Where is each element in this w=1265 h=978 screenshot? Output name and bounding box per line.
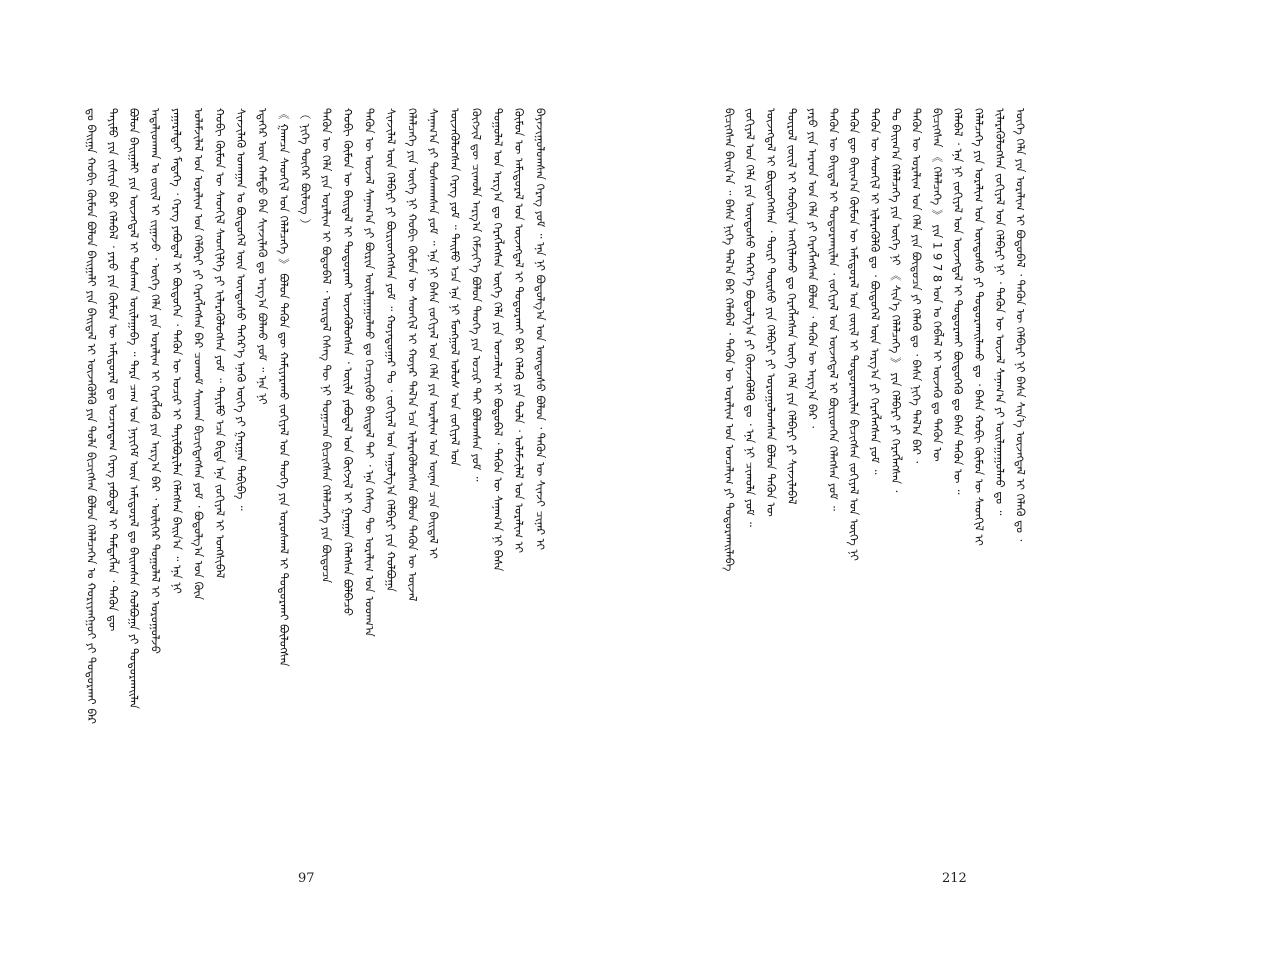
text-column: ᠦᠵᠡᠭᠳᠡᠯ ᠢ ᠪᠦᠲᠦᠭᠡᠭᠰᠡᠨ ᠂ ᠳᠦᠷᠢ ᠳᠦᠷᠰᠦ ᠶᠢᠨ ᠬᠡᠯᠪᠡᠷᠢ ᠶᠢ ᠣᠷᠣᠭᠤᠯᠤᠭᠰᠠᠨ ᠪᠣᠯᠤᠨ ᠲᠡᠭᠦᠨ ᠦ [764,108,778,517]
left-page-text [80,108,560,860]
text-column: ᠪᠠᠶᠠᠵᠢᠭᠤᠯᠤᠭᠰᠠᠨ ᠬᠡᠷᠡᠭ ᠶᠤᠮ ᠃ ᠡᠨᠡ ᠨᠢ ᠪᠣᠳᠣᠯᠭ᠎ᠠ ᠤᠨ ᠦᠨᠳᠦᠰᠦ ᠪᠣᠯᠤᠨ ᠂ ᠲᠡᠭᠦᠨ ᠦ ᠰᠢᠨᠵᠢ ᠴᠢᠨᠠᠷ ᠢ [533,108,548,551]
text-column: ᠤᠯᠠᠮᠵᠢᠯᠠᠯ ᠤᠨ ᠤᠷᠠᠯᠢᠭ ᠤᠨ ᠬᠡᠯᠪᠡᠷᠢ ᠶᠢ ᠬᠡᠷᠡᠭᠯᠡᠭᠰᠡᠨ ᠪᠡᠷ ᠴᠣᠬᠣᠮ ᠰᠠᠢᠬᠠᠨ ᠪᠢᠴᠢᠭᠳᠡᠭᠰᠡᠨ ᠶᠤᠮ ᠂ ᠪᠣᠳᠣᠯᠭ᠎ᠠ ᠤᠨ ᠭᠦᠨ [191,108,206,601]
right-page [700,0,1260,978]
text-column: ᠬᠤᠪᠢ ᠬᠦᠮᠦᠨ ᠦ ᠪᠠᠢᠳᠠᠯ ᠢ ᠲᠣᠳᠣᠷᠬᠠᠢ ᠦᠵᠡᠭᠦᠯᠦᠭᠰᠡᠨ ᠂ ᠦᠢᠯᠡ ᠶᠠᠪᠤᠳᠠᠯ ᠤᠨ ᠬᠥᠭᠵᠢᠯ ᠢ ᠭᠠᠷᠭᠠᠨ ᠬᠡᠯᠡᠭᠰᠡᠨ ᠪᠣᠯᠪᠠᠴᠤ [341,108,356,616]
text-column: ᠬᠥᠭᠵᠢᠯ ᠳᠦ ᠴᠢᠬᠤᠯᠠ ᠠᠷᠭ᠎ᠠ ᠬᠡᠮᠵᠢᠶ᠎ᠡ ᠪᠣᠯᠤᠨ ᠲᠡᠦᠬᠡ ᠶᠢᠨ ᠤᠴᠢᠷ ᠲᠠᠢ ᠪᠣᠯᠤᠭᠰᠠᠨ ᠶᠤᠮ ᠃ [469,108,484,482]
text-column: ᠵᠣᠬᠢᠶᠠᠯ ᠤᠨ ᠬᠡᠯᠡ ᠶᠢᠨ ᠦᠨᠳᠦᠰᠦ ᠳᠡᠭᠡᠷ᠎ᠡ ᠪᠣᠳᠣᠯᠭ᠎ᠠ ᠶᠢ ᠭᠦᠨᠵᠡᠭᠦᠯᠬᠦ ᠳᠤ ᠂ ᠡᠨᠡ ᠨᠢ ᠴᠢᠬᠤᠯᠠ ᠶᠤᠮ ᠃ [743,108,758,527]
text-column: ᠲᠡᠶᠢᠮᠦ ᠶᠢᠨ ᠵᠢᠰᠢᠶᠡ ᠪᠡᠷ ᠬᠡᠯᠡᠪᠡᠯ ᠂ ᠶᠡᠷᠦ ᠶᠢᠨ ᠬᠦᠮᠦᠨ ᠦ ᠠᠮᠢᠳᠤᠷᠠᠯ ᠳᠤ ᠤᠴᠠᠷᠠᠳᠠᠭ ᠬᠡᠷᠡᠭ ᠶᠠᠪᠤᠳᠠᠯ ᠢ ᠲᠡᠮᠳᠡᠭᠯᠡᠨ ᠂ ᠲᠡᠭᠦᠨ ᠳᠦ [105,108,120,632]
text-column: ᠲᠡᠭᠦᠨ ᠳᠦ ᠪᠠᠢᠭ᠎ᠠ ᠬᠦᠮᠦᠨ ᠦ ᠠᠮᠢᠳᠤᠷᠠᠯ ᠤᠨ ᠵᠦᠢᠯ ᠢ ᠲᠣᠳᠣᠷᠬᠠᠢᠯᠠᠨ ᠪᠢᠴᠢᠭᠰᠡᠨ ᠵᠣᠬᠢᠶᠠᠯ ᠤᠨ ᠦᠭᠡ ᠨᠢ [847,108,862,561]
text-column: ᠬᠤᠪᠢ ᠬᠦᠮᠦᠨ ᠦ ᠰᠡᠳᠬᠢᠯ ᠰᠡᠳᠬᠢᠯᠭᠡ ᠶᠢ ᠢᠯᠡᠷᠡᠭᠦᠯᠦᠭᠰᠡᠨ ᠶᠤᠮ ᠃ ᠲᠡᠶᠢᠮᠦ ᠡᠴᠡ ᠪᠢᠳᠡ ᠡᠨᠡ ᠵᠣᠬᠢᠶᠠᠯ ᠢ ᠤᠩᠰᠢᠪᠠᠯ [212,108,227,579]
text-column: ᠪᠣᠯᠤᠨ ᠪᠠᠢᠭᠠᠯᠢ ᠶᠢᠨ ᠦᠵᠡᠭᠳᠡᠯ ᠢ ᠲᠤᠰᠬᠠᠨ ᠤᠢᠯᠠᠭᠠᠪᠠ ᠃ ᠲᠡᠷᠡ ᠴᠠᠭ ᠤᠨ ᠨᠡᠶᠢᠭᠡᠮ ᠦᠨ ᠠᠮᠢᠳᠤᠷᠠᠯ ᠳᠤ ᠪᠠᠢᠭᠰᠠᠨ ᠬᠣᠯᠪᠣᠭᠠ ᠶᠢ ᠲᠣᠳᠣᠷᠬᠠᠢᠯᠠᠨ [127,108,142,709]
text-column: ᠢᠯᠡᠷᠡᠭᠦᠯᠦᠭᠰᠡᠨ ᠵᠣᠬᠢᠶᠠᠯ ᠤᠨ ᠬᠡᠯᠪᠡᠷᠢ ᠨᠢ ᠂ ᠲᠡᠭᠦᠨ ᠦ ᠦᠵᠡᠯ ᠰᠠᠨᠠᠭ᠎ᠠ ᠶᠢ ᠤᠢᠯᠠᠭᠠᠭᠤᠯᠬᠤ ᠳᠤ ᠃ [992,108,1007,516]
text-column: ᠬᠡᠯᠡᠯᠴᠡᠭᠡ ᠶᠢᠨ ᠦᠭᠡ ᠨᠢ ᠬᠤᠪᠢ ᠬᠦᠮᠦᠨ ᠦ ᠰᠡᠳᠬᠢᠯ ᠢ ᠬᠣᠶᠠᠷ ᠲᠠᠯ᠎ᠠ ᠡᠴᠡ ᠢᠯᠡᠷᠡᠭᠦᠯᠦᠭᠰᠡᠨ ᠪᠣᠯᠤᠨ ᠲᠡᠭᠦᠨ ᠦ ᠦᠵᠡᠯ [405,108,420,602]
text-column: ᠬᠡᠯᠡᠯᠴᠡᠭᠡ ᠶᠢᠨ ᠤᠷᠠᠯᠢᠭ ᠤᠨ ᠦᠨᠳᠦᠰᠦ ᠶᠢ ᠲᠣᠳᠣᠷᠬᠠᠢᠯᠠᠬᠤ ᠳᠤ ᠂ ᠪᠠᠰᠠ ᠬᠤᠪᠢ ᠬᠦᠮᠦᠨ ᠦ ᠰᠡᠳᠬᠢᠯ ᠢ [971,108,986,546]
text-column: ᠲᠦᠷᠦᠯ ᠵᠦᠢᠯ ᠢ ᠬᠤᠪᠢᠶᠠᠨ ᠠᠩᠭᠢᠯᠠᠬᠤ ᠳᠤ ᠬᠡᠷᠡᠭᠯᠡᠭᠰᠡᠨ ᠦᠭᠡ ᠬᠡᠯᠡ ᠶᠢᠨ ᠬᠡᠯᠪᠡᠷᠢ ᠶᠢ ᠰᠢᠨᠵᠢᠯᠡᠪᠡᠯ [784,108,799,505]
text-column: ᠬᠡᠯᠡᠪᠡᠯ ᠂ ᠡᠨᠡ ᠨᠢ ᠵᠣᠬᠢᠶᠠᠯ ᠤᠨ ᠦᠵᠡᠭᠳᠡᠯ ᠢ ᠲᠣᠳᠣᠷᠬᠠᠢ ᠪᠦᠲᠦᠭᠡᠬᠦ ᠳᠤ ᠪᠠᠰᠠ ᠲᠡᠭᠦᠨ ᠦ ᠃ [951,108,966,495]
text-column: ᠡᠳᠡᠭᠡᠷ ᠦᠨ ᠬᠠᠮᠲᠤ ᠪᠠᠨ ᠰᠢᠨᠵᠢᠯᠡᠬᠦ ᠳᠤ ᠠᠷᠭ᠎ᠠ ᠪᠣᠯᠬᠤ ᠶᠤᠮ ᠃ ᠡᠨᠡ ᠨᠢ [255,108,270,405]
text-column: ᠲᠤ ᠪᠠᠢᠭ᠎ᠠ ᠬᠡᠯᠡᠯᠴᠡᠭᠡ ᠶᠢᠨ ᠦᠭᠡ ᠨᠢ 《 ᠰᠢᠨ᠎ᠡ ᠬᠡᠯᠡᠯᠴᠡᠭᠡ 》 ᠶᠢᠨ ᠬᠡᠯᠪᠡᠷᠢ ᠶᠢ ᠬᠡᠷᠡᠭᠯᠡᠭᠰᠡᠨ ᠂ [888,108,903,493]
text-column: ᠲᠡᠭᠦᠨ ᠦ ᠤᠷᠠᠯᠢᠭ ᠤᠨ ᠬᠡᠯᠡ ᠶᠢᠨ ᠪᠦᠲᠦᠴᠡ ᠶᠢ ᠬᠡᠯᠡᠬᠦ ᠳᠤ ᠂ ᠪᠠᠰᠠ ᠨᠢᠭᠡ ᠲᠠᠯ᠎ᠠ ᠪᠠᠷ ᠂ [909,108,924,464]
text-column: ᠲᠡᠭᠦᠨ ᠦ ᠰᠡᠳᠬᠢᠯ ᠢ ᠢᠯᠡᠷᠡᠭᠦᠯᠬᠦ ᠳᠤ ᠂ ᠪᠦᠲᠦᠭᠡᠯ ᠦᠨ ᠠᠷᠭ᠎ᠠ ᠶᠢ ᠬᠡᠷᠡᠭᠯᠡᠭᠰᠡᠨ ᠶᠤᠮ ᠃ [867,108,882,475]
text-column: ᠪᠢᠴᠢᠭᠰᠡᠨ 《 ᠬᠡᠯᠡᠯᠴᠡᠭᠡ 》 ᠶᠢᠨ 1 9 7 8 ᠣᠨ ᠤ ᠬᠡᠪᠯᠡᠯ ᠢ ᠦᠵᠡᠬᠦ ᠳᠤ ᠲᠡᠭᠦᠨ ᠦ [930,108,945,462]
text-column: ᠰᠠᠨᠠᠭ᠎ᠠ ᠶᠢ ᠲᠤᠰᠬᠠᠭᠰᠠᠨ ᠶᠤᠮ ᠃ ᠡᠨᠡ ᠨᠢ ᠪᠠᠰᠠ ᠵᠣᠬᠢᠶᠠᠯ ᠤᠨ ᠬᠡᠯᠡ ᠶᠢᠨ ᠤᠷᠠᠯᠢᠭ ᠤᠨ ᠦᠨᠡᠨ ᠴᠢᠨ ᠪᠠᠢᠳᠠᠯ ᠢ [426,108,441,559]
text-column: ᠶᠠᠭᠠᠷᠠᠯᠲᠠᠢ ᠮᠡᠳᠡᠭᠡ ᠂ ᠬᠡᠷᠡᠭ ᠶᠠᠪᠤᠳᠠᠯ ᠢ ᠪᠦᠲᠦᠭᠡᠨ ᠂ ᠲᠡᠭᠦᠨ ᠦ ᠤᠴᠢᠷ ᠢ ᠲᠠᠶᠢᠯᠪᠤᠷᠢᠯᠠᠨ ᠬᠡᠯᠡᠭᠰᠡᠨ ᠪᠠᠢᠨ᠎ᠠ ᠃ ᠡᠨᠡ ᠨᠢ [169,108,184,594]
text-column: ᠳᠤ ᠪᠠᠢᠭᠠ ᠬᠤᠪᠢ ᠬᠦᠮᠦᠨ ᠪᠤᠯᠤᠨ ᠪᠠᠢᠭᠠᠯᠢ ᠶᠢᠨ ᠪᠠᠢᠳᠠᠯ ᠢ ᠦᠵᠡᠭᠦᠯᠬᠦ ᠶᠢᠨ ᠲᠤᠯᠠ ᠪᠢᠴᠢᠭᠰᠡᠨ ᠪᠣᠯᠤᠨ ᠬᠡᠯᠡᠯᠴᠡᠭᠡᠨ ᠤ ᠬᠤᠷᠢᠶᠠᠩᠭᠤᠢ ᠶᠢ ᠲᠣᠳᠣᠷᠬᠠᠢ ᠪᠡᠷ [84,108,99,725]
text-column: ᠪᠢᠴᠢᠭᠰᠡᠨ ᠪᠠᠢᠨ᠎ᠠ ᠃ ᠪᠠᠰᠠ ᠨᠢᠭᠡ ᠲᠠᠯ᠎ᠠ ᠪᠠᠷ ᠬᠡᠯᠡᠪᠡᠯ ᠂ ᠲᠡᠭᠦᠨ ᠦ ᠤᠷᠠᠯᠢᠭ ᠤᠨ ᠣᠨᠴᠠᠯᠢᠭ ᠶᠢ ᠲᠣᠳᠣᠷᠬᠠᠢᠯᠠᠪᠠ [722,108,737,572]
right-page-number: 212 [942,871,967,886]
text-column: ᠦᠵᠡᠭᠦᠯᠦᠭᠰᠡᠨ ᠬᠡᠷᠡᠭ ᠶᠤᠮ ᠃ ᠲᠡᠢᠮᠦ ᠡᠴᠡ ᠡᠨᠡ ᠨᠢ ᠮᠣᠩᠭᠣᠯ ᠤᠯᠤᠰ ᠤᠨ ᠵᠣᠬᠢᠶᠠᠯ ᠤᠨ [448,108,463,467]
text-column: ᠲᠡᠭᠦᠨ ᠦ ᠬᠡᠯᠡ ᠶᠢᠨ ᠤᠷᠠᠯᠢᠭ ᠢ ᠪᠣᠳᠣᠪᠠᠯ ᠂ ᠤᠷᠢᠳᠠᠯ ᠬᠡᠰᠡᠭ ᠲᠦ ᠨᠢ ᠲᠣᠭᠠᠴᠠᠨ ᠪᠢᠴᠢᠭᠰᠡᠨ ᠬᠡᠯᠡᠯᠴᠡᠭᠡ ᠶᠢᠨ ᠪᠦᠲᠦᠴᠡ [319,108,334,584]
left-page [60,0,620,978]
text-column: ᠶᠡᠷᠦ ᠶᠢᠨ ᠠᠷᠠᠳ ᠤᠨ ᠬᠡᠯᠡ ᠶᠢ ᠬᠡᠷᠡᠭᠯᠡᠭᠰᠡᠨ ᠪᠣᠯᠤᠨ ᠂ ᠲᠡᠭᠦᠨ ᠦ ᠠᠷᠭ᠎ᠠ ᠪᠠᠷ ᠂ [805,108,820,429]
text-column: （ ᠨᠢᠭᠡ ᠳᠦᠭᠡᠷ ᠪᠦᠯᠦᠭ ） [298,108,313,230]
text-column: ᠰᠢᠨᠵᠢᠯᠡᠬᠦ ᠤᠬᠠᠭᠠᠨ ᠤ ᠪᠦᠲᠦᠭᠡᠯ ᠦᠨ ᠦᠨᠳᠦᠰᠦ ᠳᠡᠭᠡᠷ᠎ᠡ ᠡᠨᠡᠬᠦ ᠦᠭᠡ ᠶᠢ ᠭᠠᠷᠭᠠᠨ ᠲᠠᠪᠢᠪᠠ ᠃ [234,108,249,511]
text-column: ᠳᠤᠭᠤᠯᠠᠯ ᠤᠨ ᠠᠷᠭ᠎ᠠ ᠳᠤ ᠬᠡᠷᠡᠭᠯᠡᠭᠰᠡᠨ ᠦᠭᠡ ᠬᠡᠯᠡ ᠶᠢᠨ ᠣᠨᠴᠠᠯᠢᠭ ᠢ ᠪᠣᠳᠣᠪᠠᠯ ᠂ ᠲᠡᠭᠦᠨ ᠦ ᠰᠠᠨᠠᠭ᠎ᠠ ᠨᠢ ᠪᠠᠰᠠ [490,108,505,572]
text-column: ᠰᠢᠨᠵᠢᠯᠡᠯ ᠦᠨ ᠬᠡᠯᠪᠡᠷᠢ ᠶᠢ ᠪᠦᠷᠢᠳᠬᠡᠭᠰᠡᠨ ᠶᠤᠮ ᠃ ᠬᠣᠶᠠᠳᠤᠭᠠᠷ ᠲᠤ ᠂ ᠵᠣᠬᠢᠶᠠᠯ ᠤᠨ ᠠᠭᠤᠯᠭ᠎ᠠ ᠬᠡᠯᠪᠡᠷᠢ ᠶᠢᠨ ᠬᠣᠯᠪᠣᠭᠠ [383,108,398,592]
text-column: ᠲᠡᠭᠦᠨ ᠦ ᠦᠵᠡᠯ ᠰᠠᠨᠠᠭ᠎ᠠ ᠶᠢ ᠪᠦᠷᠢᠨ ᠤᠢᠯᠠᠭᠠᠭᠤᠯᠬᠤ ᠳᠤ ᠬᠡᠴᠡᠶᠢᠭᠦᠦ ᠪᠠᠢᠳᠠᠯ ᠲᠠᠢ ᠂ ᠡᠨᠡ ᠬᠡᠰᠡᠭ ᠲᠦ ᠤᠷᠠᠯᠢᠭ ᠤᠨ ᠤᠳᠬ᠎ᠠ [362,108,377,637]
left-page-number: 97 [298,871,315,886]
text-column: ᠠᠳᠠᠯᠢᠳᠬᠠᠨ ᠤ ᠵᠦᠢᠯ ᠢ ᠵᠢᠭᠠᠵᠤ ᠂ ᠦᠭᠡ ᠬᠡᠯᠡ ᠶᠢᠨ ᠤᠷᠠᠯᠢᠭ ᠢ ᠬᠡᠷᠡᠭᠯᠡᠬᠦ ᠶᠢᠨ ᠠᠷᠭ᠎ᠠ ᠪᠠᠷ ᠂ ᠦᠯᠢᠭᠡᠷ ᠳᠤᠭᠤᠯᠠᠯ ᠢ ᠣᠷᠣᠭᠤᠯᠵᠤ [148,108,163,654]
text-column: ᠲᠡᠭᠦᠨ ᠦ ᠪᠠᠢᠳᠠᠯ ᠢ ᠲᠣᠳᠣᠷᠬᠠᠢᠯᠠᠨ ᠂ ᠵᠣᠬᠢᠶᠠᠯ ᠤᠨ ᠦᠵᠡᠭᠳᠡᠯ ᠢ ᠪᠦᠷᠢᠳᠬᠡᠨ ᠬᠡᠯᠡᠭᠰᠡᠨ ᠶᠤᠮ ᠃ [826,108,841,511]
text-column: 《 ᠭᠠᠭᠴᠠ ᠰᠡᠳᠬᠢᠯ ᠤᠨ ᠬᠡᠯᠡᠯᠴᠡᠭᠡ 》 ᠪᠣᠯᠤᠨ ᠲᠡᠭᠦᠨ ᠳᠦ ᠬᠠᠮᠢᠶᠠᠷᠠᠬᠤ ᠵᠣᠬᠢᠶᠠᠯ ᠤᠨ ᠲᠡᠦᠬᠡ ᠶᠢᠨ ᠤᠷᠤᠰᠬᠠᠯ ᠢ ᠲᠣᠳᠣᠷᠬᠠᠢ ᠪᠦᠯᠦᠭᠰᠡᠨ [276,108,291,667]
text-column: ᠬᠦᠮᠦᠨ ᠦ ᠠᠮᠢᠳᠤᠷᠠᠯ ᠤᠨ ᠦᠵᠡᠭᠳᠡᠯ ᠢ ᠲᠣᠳᠣᠷᠬᠠᠢ ᠪᠡᠷ ᠬᠡᠯᠡᠬᠦ ᠶᠢᠨ ᠲᠤᠯᠠ ᠂ ᠤᠯᠠᠮᠵᠢᠯᠠᠯ ᠤᠨ ᠤᠷᠠᠯᠢᠭ ᠢ [512,108,527,554]
text-column: ᠦᠭᠡ ᠬᠡᠯᠡ ᠶᠢᠨ ᠤᠷᠠᠯᠢᠭ ᠢ ᠪᠣᠳᠣᠪᠠᠯ ᠂ ᠲᠡᠭᠦᠨ ᠦ ᠬᠡᠯᠪᠡᠷᠢ ᠨᠢ ᠪᠠᠰᠠ ᠰᠢᠨ᠎ᠡ ᠦᠵᠡᠭᠳᠡᠯ ᠢ ᠬᠡᠯᠡᠬᠦ ᠳᠤ ᠂ [1013,108,1028,542]
right-page-text [718,108,1030,860]
